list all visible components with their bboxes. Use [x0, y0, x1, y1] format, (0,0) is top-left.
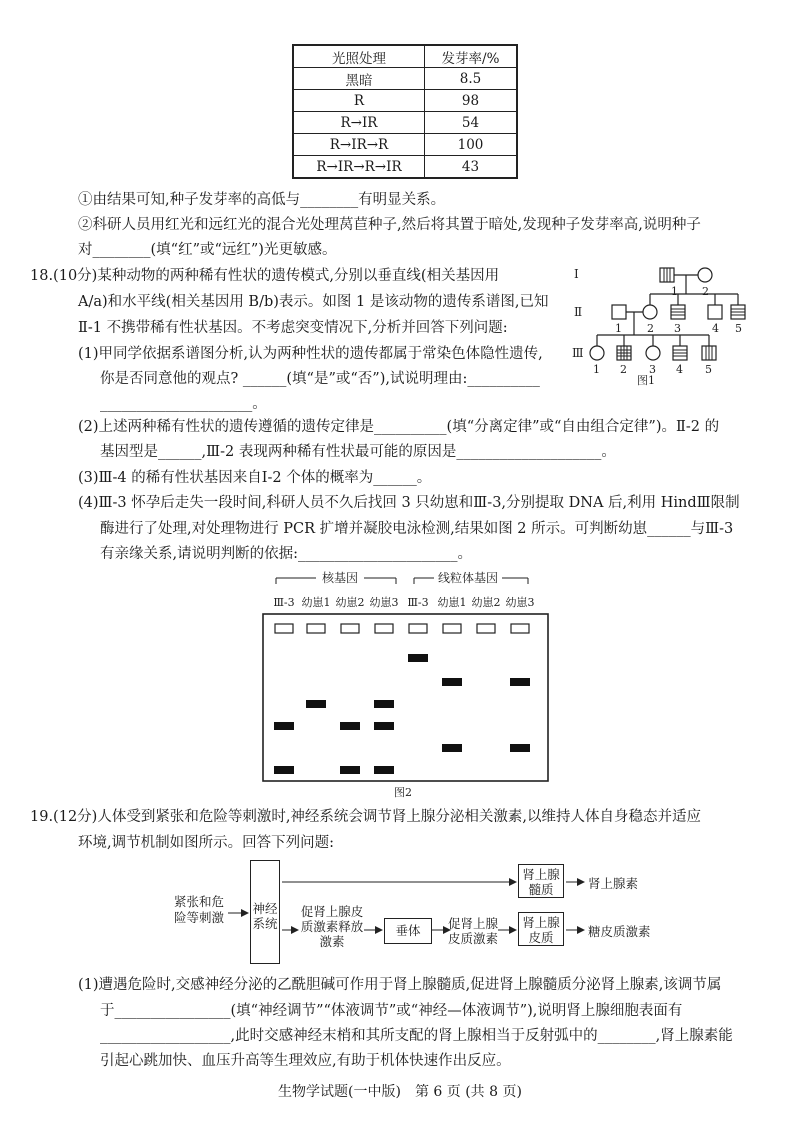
gel-lane-label: 幼崽1 [301, 596, 331, 609]
gel-well [443, 624, 461, 633]
pedigree-figure [560, 262, 775, 402]
gel-well [341, 624, 359, 633]
gel-band [374, 700, 394, 708]
q18-stem-2: A/a)和水平线(相关基因用 B/b)表示。如图 1 是该动物的遗传系谱图,已知 [78, 294, 549, 310]
gel-band [510, 744, 530, 752]
gel-lane-label: 幼崽3 [505, 596, 535, 609]
figure-caption: 图2 [394, 786, 412, 798]
table-cell: 100 [425, 134, 518, 156]
table-row [293, 112, 517, 134]
id-label: 3 [674, 322, 681, 335]
gen-label: Ⅲ [572, 346, 584, 360]
id-label: 4 [676, 363, 683, 376]
q18-1-line-1: (1)甲同学依据系谱图分析,认为两种性状的遗传都属于常染色体隐性遗传, [78, 346, 543, 362]
flow-crh: 促肾上腺皮质激素释放激素 [300, 904, 364, 949]
q17-line-3: 对________(填“红”或“远红”)光更敏感。 [78, 242, 337, 258]
q18-2-line-1: (2)上述两种稀有性状的遗传遵循的遗传定律是__________(填“分离定律”或“自由组合定律”)。Ⅱ-2 的 [78, 419, 720, 435]
q18-4-line-3: 有亲缘关系,请说明判断的依据:______________________。 [100, 546, 472, 562]
flow-stimulus: 紧张和危险等刺激 [173, 894, 224, 925]
gel-well [477, 624, 495, 633]
q18-2-line-2: 基因型是______,Ⅲ-2 表现两种稀有性状最可能的原因是____________________。 [100, 444, 616, 460]
gel-band [340, 766, 360, 774]
gel-lane-label: 幼崽2 [471, 596, 501, 609]
table-header: 光照处理 [293, 45, 425, 68]
q18-stem-1: 18.(10分)某种动物的两种稀有性状的遗传模式,分别以垂直线(相关基因用 [30, 268, 500, 284]
q19-stem-1: 19.(12分)人体受到紧张和危险等刺激时,神经系统会调节肾上腺分泌相关激素,以维持人体自身稳态并适应 [30, 809, 702, 825]
gel-band [306, 700, 326, 708]
id-label: 1 [671, 285, 678, 298]
gel-band [274, 722, 294, 730]
id-label: 4 [712, 322, 719, 335]
figure-caption: 图1 [637, 374, 655, 387]
id-label: 5 [705, 363, 712, 376]
flow-diagram [160, 858, 700, 970]
table-cell: 8.5 [425, 68, 518, 90]
gel-lane-label: 幼崽3 [369, 596, 399, 609]
table-cell: 黑暗 [293, 68, 425, 90]
gel-lane-label: 幼崽1 [437, 596, 467, 609]
gel-well [511, 624, 529, 633]
table-row [293, 90, 517, 112]
q18-1-line-3: _____________________。 [100, 396, 267, 412]
gel-band [374, 722, 394, 730]
id-label: 1 [615, 322, 622, 335]
id-label: 2 [647, 322, 654, 335]
q19-1-line-4: 引起心跳加快、血压升高等生理效应,有助于机体快速作出反应。 [100, 1053, 511, 1069]
table-cell: R→IR→R→IR [293, 156, 425, 179]
gel-well [307, 624, 325, 633]
q18-1-line-2: 你是否同意他的观点? ______(填“是”或“否”),试说明理由:__________ [100, 371, 540, 387]
table-cell: 43 [425, 156, 518, 179]
q19-1-line-3: __________________,此时交感神经末梢和其所支配的肾上腺相当于反射弧中的________,肾上腺素能 [100, 1028, 733, 1044]
table-cell: 54 [425, 112, 518, 134]
q19-1-line-1: (1)遭遇危险时,交感神经分泌的乙酰胆碱可作用于肾上腺髓质,促进肾上腺髓质分泌肾上腺素,该调节属 [78, 977, 722, 993]
table-row [293, 156, 517, 179]
id-label: 1 [593, 363, 600, 376]
table-cell: 98 [425, 90, 518, 112]
gel-lane-label: 幼崽2 [335, 596, 365, 609]
flow-pituitary: 垂体 [384, 918, 432, 944]
gel-group-label: 线粒体基因 [437, 571, 499, 585]
page-footer: 生物学试题(一中版) 第 6 页 (共 8 页) [278, 1084, 522, 1100]
gel-band [442, 678, 462, 686]
gel-band [408, 654, 428, 662]
gel-well [375, 624, 393, 633]
gel-band [374, 766, 394, 774]
flow-adrenal-medulla: 肾上腺髓质 [518, 864, 564, 898]
gel-well [409, 624, 427, 633]
table-cell: R→IR→R [293, 134, 425, 156]
gel-band [274, 766, 294, 774]
gel-figure [248, 568, 558, 798]
gel-band [442, 744, 462, 752]
id-label: 2 [702, 285, 709, 298]
q18-stem-3: Ⅱ-1 不携带稀有性状基因。不考虑突变情况下,分析并回答下列问题: [78, 320, 508, 336]
gel-lane-label: Ⅲ-3 [273, 596, 295, 609]
flow-corticoid: 糖皮质激素 [588, 924, 651, 939]
q19-stem-2: 环境,调节机制如图所示。回答下列问题: [78, 835, 334, 851]
gel-group-label: 核基因 [321, 571, 359, 585]
table-header: 发芽率/% [425, 45, 518, 68]
gel-well [275, 624, 293, 633]
flow-nervous-system: 神经系统 [250, 860, 280, 964]
flow-adrenaline: 肾上腺素 [588, 876, 639, 891]
light-treatment-table [292, 44, 518, 179]
table-cell: R [293, 90, 425, 112]
table-cell: R→IR [293, 112, 425, 134]
id-label: 5 [735, 322, 742, 335]
gen-label: Ⅰ [574, 267, 579, 281]
flow-acth: 促肾上腺皮质激素 [448, 916, 499, 946]
gen-label: Ⅱ [574, 305, 583, 319]
table-row [293, 134, 517, 156]
table-header-row [293, 45, 517, 68]
id-label: 3 [649, 363, 656, 376]
q18-3: (3)Ⅲ-4 的稀有性状基因来自Ⅰ-2 个体的概率为______。 [78, 470, 432, 486]
table-row [293, 68, 517, 90]
flow-adrenal-cortex: 肾上腺皮质 [518, 912, 564, 946]
gel-band [340, 722, 360, 730]
gel-band [510, 678, 530, 686]
q17-line-2: ②科研人员用红光和远红光的混合光处理莴苣种子,然后将其置于暗处,发现种子发芽率高,说明种子 [78, 217, 701, 233]
q18-4-line-2: 酶进行了处理,对处理物进行 PCR 扩增并凝胶电泳检测,结果如图 2 所示。可判断幼崽______与Ⅲ-3 [100, 521, 734, 537]
id-label: 2 [620, 363, 627, 376]
q18-4-line-1: (4)Ⅲ-3 怀孕后走失一段时间,科研人员不久后找回 3 只幼崽和Ⅲ-3,分别提取 DNA 后,利用 HindⅢ限制 [78, 495, 740, 511]
q19-1-line-2: 于________________(填“神经调节”“体液调节”或“神经—体液调节”),说明肾上腺细胞表面有 [100, 1003, 683, 1019]
gel-lane-label: Ⅲ-3 [407, 596, 429, 609]
q17-line-1: ①由结果可知,种子发芽率的高低与________有明显关系。 [78, 192, 446, 208]
